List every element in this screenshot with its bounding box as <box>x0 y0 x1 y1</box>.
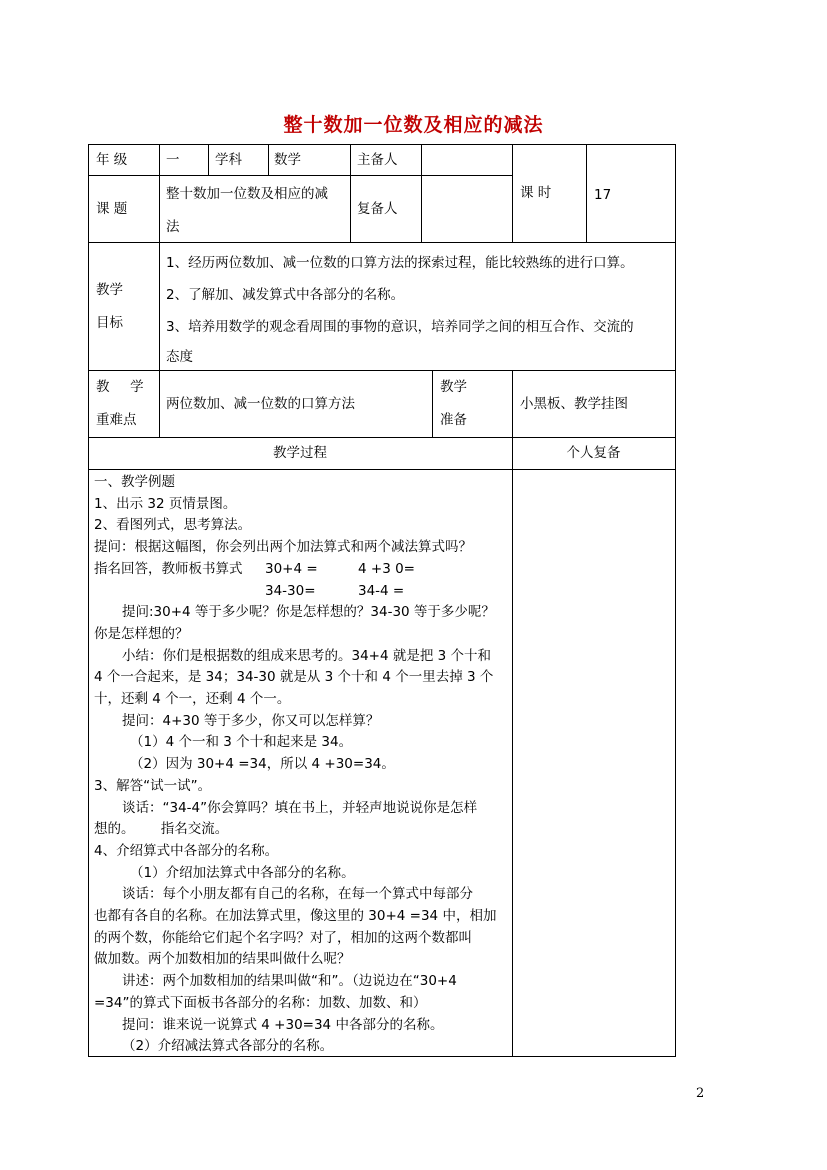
process-line: 讲述：两个加数相加的结果叫做“和”。（边说边在“30+4 <box>122 973 457 990</box>
topic-value-line2: 法 <box>166 219 180 235</box>
prep-label-line2: 准备 <box>440 412 467 428</box>
process-line: 3、解答“试一试”。 <box>94 777 212 794</box>
process-line: 提问：根据这幅图，你会列出两个加法算式和两个减法算式吗？ <box>94 539 472 556</box>
key-label-line1: 教 学 <box>96 379 144 395</box>
process-line: （2）介绍减法算式各部分的名称。 <box>122 1038 334 1055</box>
process-line: 谈话：每个小朋友都有自己的名称，在每一个算式中每部分 <box>122 886 473 903</box>
goal-2: 2、了解加、减发算式中各部分的名称。 <box>166 287 405 303</box>
lead-preparer-label: 主备人 <box>357 152 398 168</box>
goal-3: 3、培养用数学的观念看周围的事物的意识，培养同学之间的相互合作、交流的 <box>166 319 634 335</box>
teaching-process <box>94 472 510 1058</box>
process-line: 你是怎样想的？ <box>94 625 189 642</box>
subject-value: 数学 <box>274 152 301 168</box>
process-line: 1、出示 32 页情景图。 <box>94 495 237 512</box>
goal-3-cont: 态度 <box>166 349 193 365</box>
process-text: 想的。 <box>94 821 135 838</box>
process-line: 4 个一合起来，是 34；34-30 就是从 3 个十和 4 个一里去掉 3 个 <box>94 669 494 686</box>
process-line: 提问：4+30 等于多少，你又可以怎样算？ <box>122 712 380 729</box>
process-line: （1）介绍加法算式中各部分的名称。 <box>130 864 355 881</box>
document-title: 整十数加一位数及相应的减法 <box>283 114 544 136</box>
equation: 30+4 = <box>265 560 318 577</box>
process-line: （1）4 个一和 3 个十和起来是 34。 <box>130 734 353 751</box>
process-line: 提问：谁来说一说算式 4 +30=34 中各部分的名称。 <box>122 1016 444 1033</box>
process-line <box>94 581 510 603</box>
period-value: 17 <box>594 187 612 203</box>
process-line: 一、教学例题 <box>94 474 175 490</box>
period-label: 课 时 <box>520 185 552 201</box>
process-line: 的两个数，你能给它们起个名字吗？对了，相加的这两个数都叫 <box>94 929 472 946</box>
process-line: =34”的算式下面板书各部分的名称：加数、加数、和） <box>94 994 427 1011</box>
process-line: 十，还剩 4 个一，还剩 4 个一。 <box>94 691 291 708</box>
process-text: 指名回答，教师板书算式 <box>94 560 243 577</box>
process-line: 4、介绍算式中各部分的名称。 <box>94 842 279 859</box>
equation: 34-30= <box>265 582 316 599</box>
process-line <box>94 819 510 841</box>
grade-label: 年 级 <box>96 152 128 168</box>
goals-label-line1: 教学 <box>96 282 123 298</box>
goal-1: 1、经历两位数加、减一位数的口算方法的探索过程，能比较熟练的进行口算。 <box>166 255 634 271</box>
topic-label: 课 题 <box>96 201 128 217</box>
process-header: 教学过程 <box>273 445 327 461</box>
grade-value: 一 <box>166 152 180 168</box>
prep-value: 小黑板、教学挂图 <box>520 396 628 412</box>
equation: 34-4 = <box>358 582 405 599</box>
process-line: 做加数。两个加数相加的结果叫做什么呢？ <box>94 951 351 968</box>
key-value: 两位数加、减一位数的口算方法 <box>166 396 355 412</box>
process-text: 指名交流。 <box>160 821 229 838</box>
process-line: 2、看图列式，思考算法。 <box>94 517 252 534</box>
process-line: 也都有各自的名称。在加法算式里，像这里的 30+4 =34 中，相加 <box>94 908 497 925</box>
process-line: 小结：你们是根据数的组成来思考的。34+4 就是把 3 个十和 <box>122 647 492 664</box>
review-preparer-label: 复备人 <box>357 201 398 217</box>
goals-label-line2: 目标 <box>96 315 123 331</box>
personal-header: 个人复备 <box>566 445 621 461</box>
page-number: 2 <box>696 1086 705 1101</box>
subject-label: 学科 <box>215 152 242 168</box>
equation: 4 +3 0= <box>358 560 415 577</box>
process-line: （2）因为 30+4 =34，所以 4 +30=34。 <box>130 756 395 773</box>
process-line: 谈话：“34-4”你会算吗？填在书上，并轻声地说说你是怎样 <box>122 799 478 816</box>
process-line <box>94 559 510 581</box>
key-label-line2: 重难点 <box>96 412 137 428</box>
process-line: 提问:30+4 等于多少呢？你是怎样想的？34-30 等于多少呢？ <box>122 604 495 621</box>
prep-label-line1: 教学 <box>440 379 467 395</box>
topic-value-line1: 整十数加一位数及相应的减 <box>166 186 328 202</box>
